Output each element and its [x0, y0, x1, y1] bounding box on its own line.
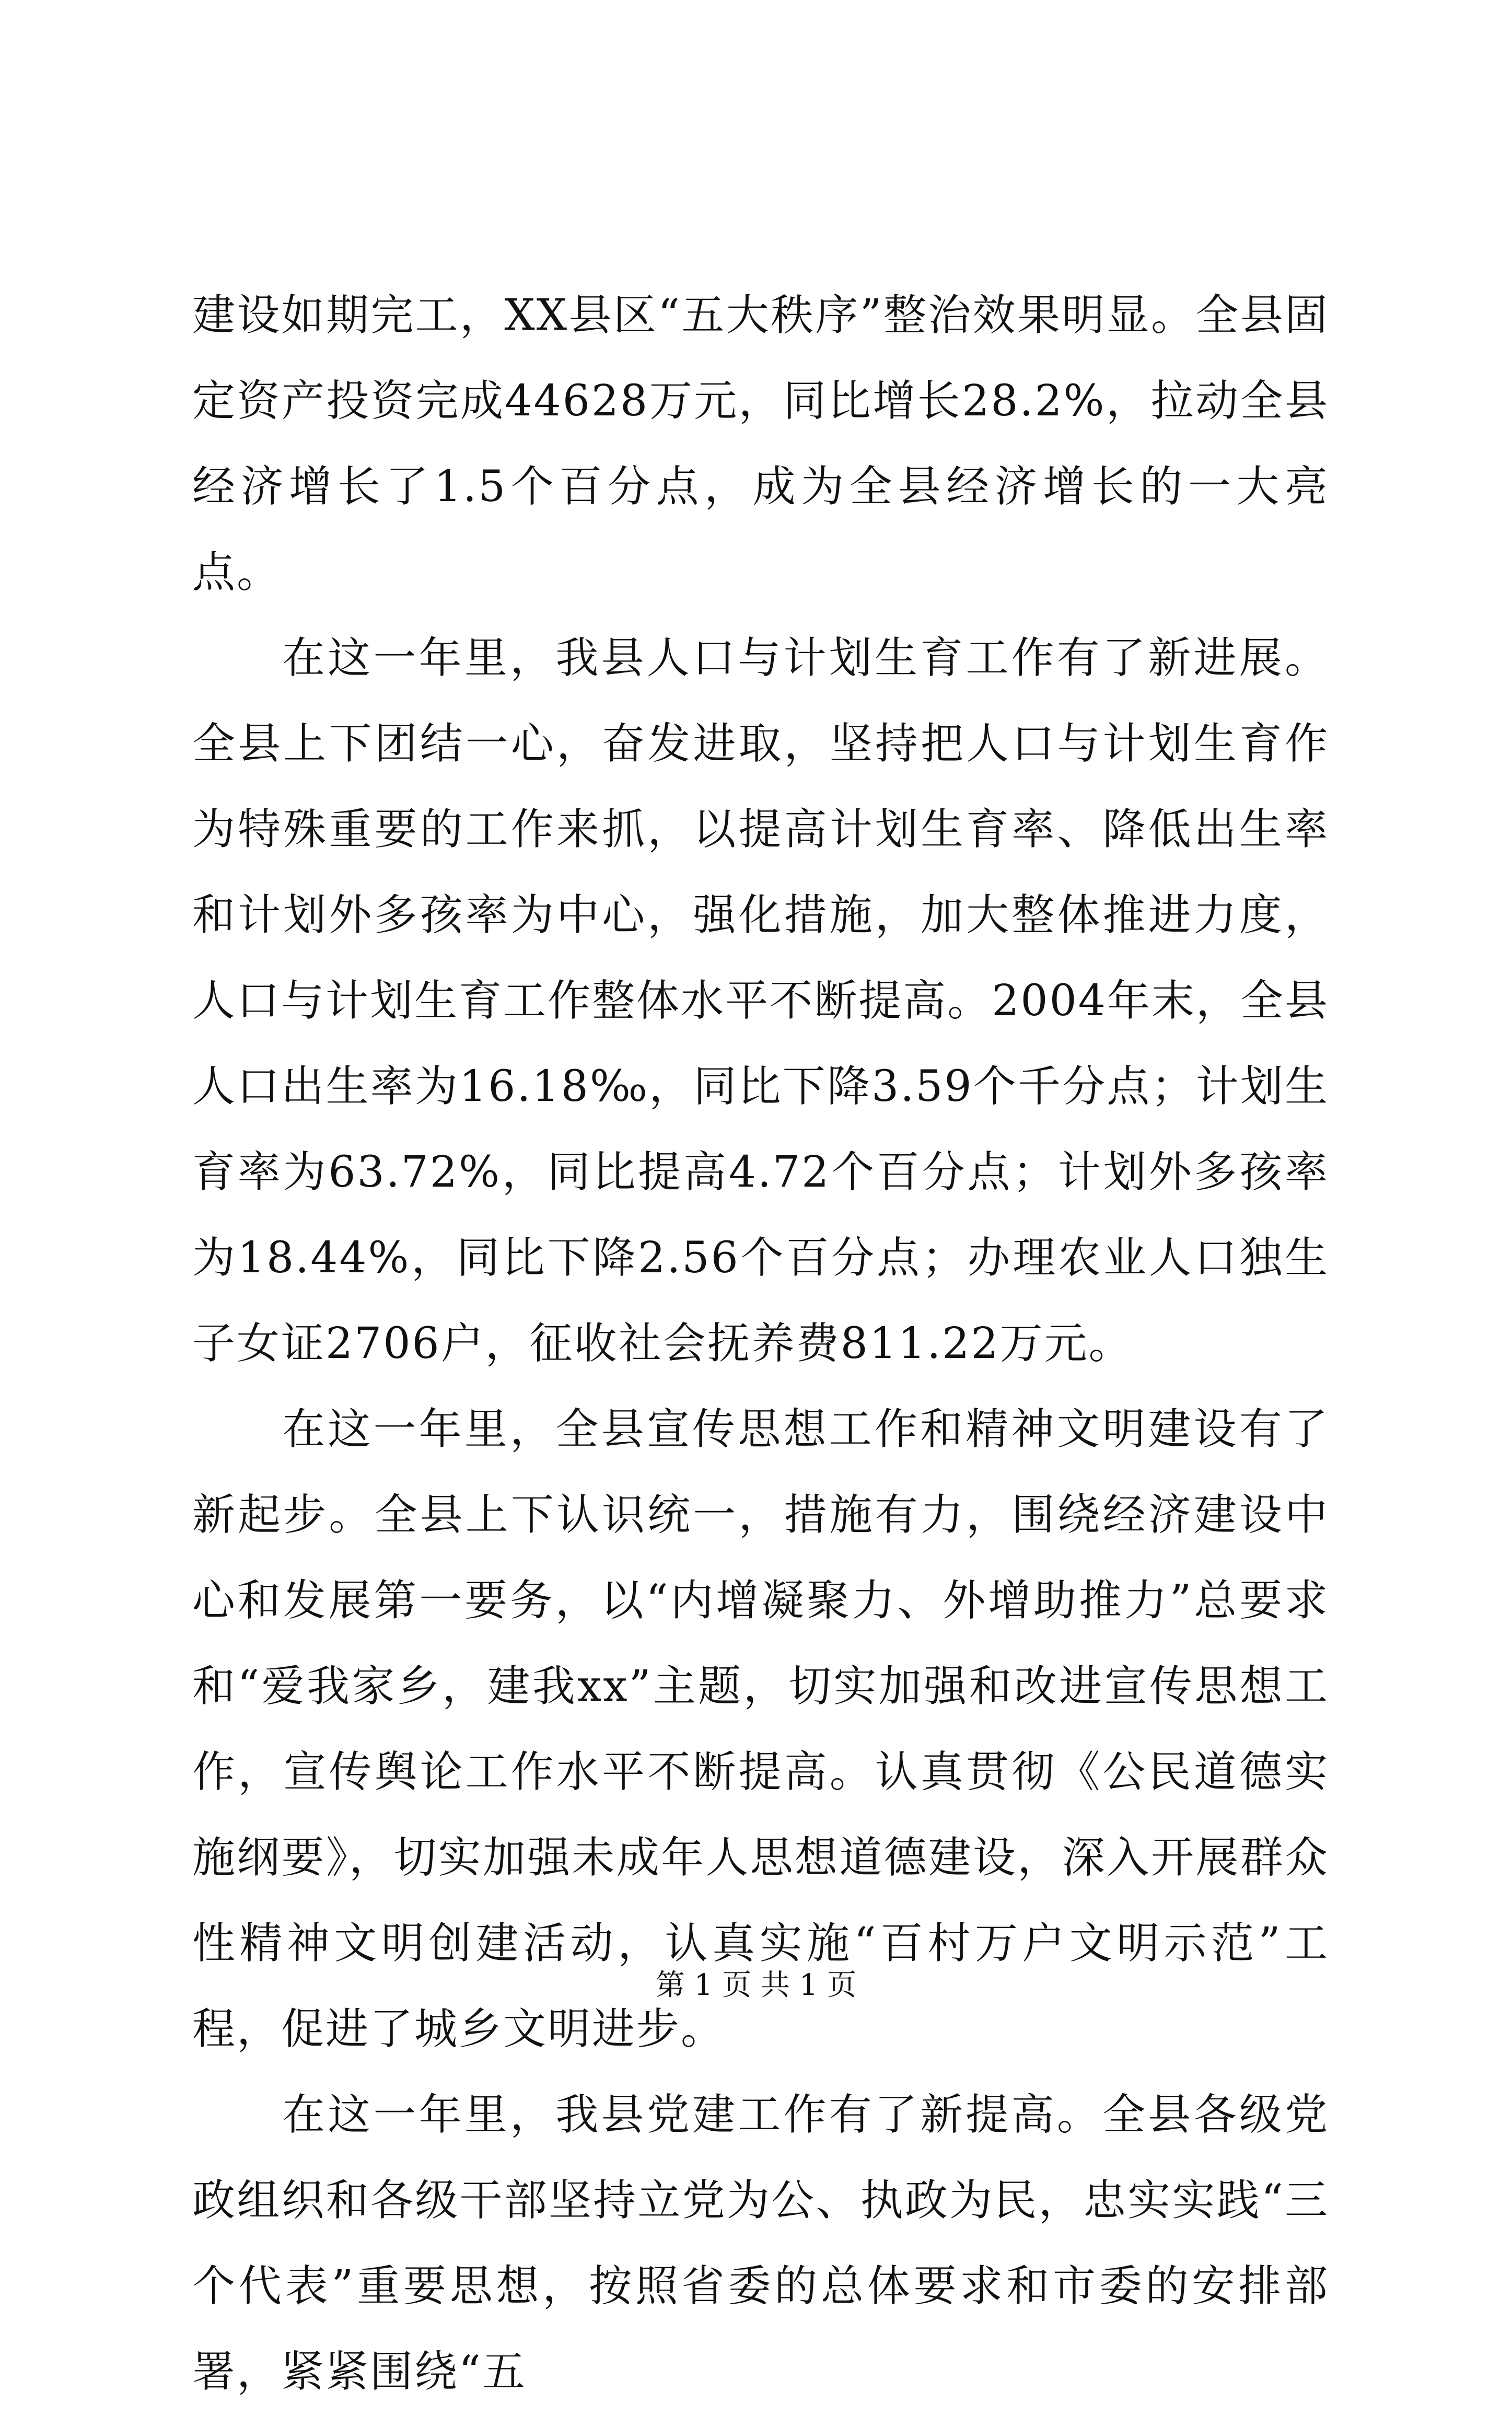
- paragraph-publicity: 在这一年里，全县宣传思想工作和精神文明建设有了新起步。全县上下认识统一，措施有力，围绕经济建设中心和发展第一要务，以“内增凝聚力、外增助推力”总要求和“爱我家乡，建我xx”主题，切实加强和改进宣传思想工作，宣传舆论工作水平不断提高。认真贯彻《公民道德实施纲要》，切实加强未成年人思想道德建设，深入开展群众性精神文明创建活动，认真实施“百村万户文明示范”工程，促进了城乡文明进步。: [192, 1404, 1329, 2054]
- paragraph-party-building: 在这一年里，我县党建工作有了新提高。全县各级党政组织和各级干部坚持立党为公、执政为民，忠实实践“三个代表”重要思想，按照省委的总体要求和市委的安排部署，紧紧围绕“五: [192, 2090, 1329, 2397]
- paragraph-continued: 建设如期完工，XX县区“五大秩序”整治效果明显。全县固定资产投资完成44628万元，同比增长28.2%，拉动全县经济增长了1.5个百分点，成为全县经济增长的一大亮点。: [192, 291, 1329, 597]
- paragraph-population: 在这一年里，我县人口与计划生育工作有了新进展。全县上下团结一心，奋发进取，坚持把人口与计划生育作为特殊重要的工作来抓，以提高计划生育率、降低出生率和计划外多孩率为中心，强化措施，加大整体推进力度，人口与计划生育工作整体水平不断提高。2004年末，全县人口出生率为16.18‰，同比下降3.59个千分点；计划生育率为63.72%，同比提高4.72个百分点；计划外多孩率为18.44%，同比下降2.56个百分点；办理农业人口独生子女证2706户，征收社会抚养费811.22万元。: [192, 633, 1329, 1368]
- page-number-footer: 第 1 页 共 1 页: [655, 1968, 857, 2002]
- document-body: [192, 273, 1329, 2415]
